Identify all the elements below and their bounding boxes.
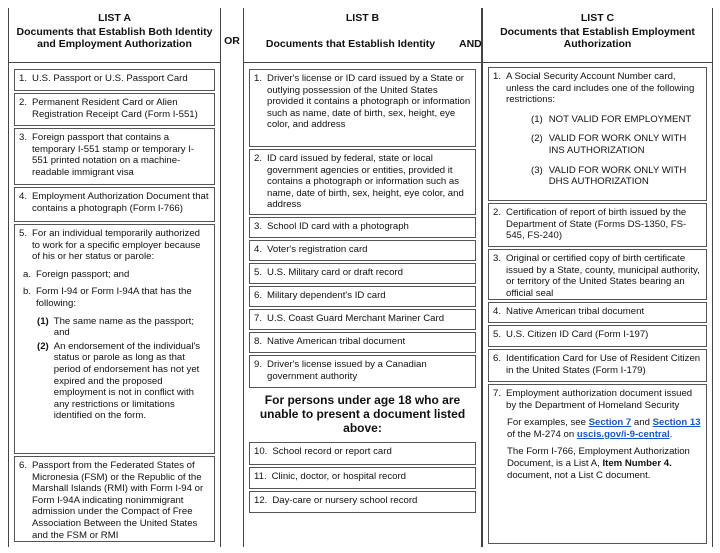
and-label: AND (459, 38, 482, 50)
list-c-item-7 (488, 384, 707, 544)
restriction-number: (1) (531, 113, 543, 125)
item-number: 1. (19, 73, 28, 84)
item-text: Certification of report of birth issued by the Department of State (Forms DS-1350, FS-545, FS-240) (506, 207, 687, 242)
section-13-link[interactable]: Section 13 (652, 417, 701, 429)
list-b-item-7 (249, 309, 476, 330)
item-number: 6. (493, 353, 502, 364)
item-text: Permanent Resident Card or Alien Registration Receipt Card (Form I-551) (32, 97, 198, 120)
list-b-item-9 (249, 355, 476, 388)
item-number: 2. (254, 153, 263, 164)
sub-text: Form I-94 or Form I-94A that has the following: (36, 286, 192, 309)
restriction-number: (3) (531, 164, 543, 176)
item-text: School record or report card (272, 446, 392, 457)
list-a-item-3 (14, 128, 215, 185)
list-b-subtitle: Documents that Establish Identity (265, 38, 436, 50)
item-number: 1. (493, 71, 502, 82)
item-number: 3. (254, 221, 263, 232)
list-a-item-4 (14, 187, 215, 222)
restriction-text: VALID FOR WORK ONLY WITH DHS AUTHORIZATION (548, 164, 687, 188)
item-text: U.S. Passport or U.S. Passport Card (32, 73, 188, 84)
list-b-item-11 (249, 467, 476, 489)
item-text: Native American tribal document (506, 306, 645, 317)
under-18-heading: For persons under age 18 who are unable to present a document listed above: (259, 393, 466, 435)
item-number: 6. (254, 290, 263, 301)
list-b-column (243, 8, 482, 547)
item-text: Employment authorization document issued by the Department of Homeland Security (506, 388, 693, 411)
list-c-subtitle (483, 26, 712, 50)
sub-text: Foreign passport; and (36, 268, 130, 280)
restriction-text: NOT VALID FOR EMPLOYMENT (548, 113, 692, 125)
item-number: 9. (254, 359, 263, 370)
list-b-item-8 (249, 332, 476, 353)
item-number: 5. (19, 228, 28, 239)
or-label: OR (224, 35, 240, 47)
item-number: 8. (254, 336, 263, 347)
item-number: 6. (19, 460, 28, 471)
item-number: 4. (19, 191, 28, 202)
item-text: Driver's license or ID card issued by a State or outlying possession of the United States provided it contains a photograph or information such as name, date of birth, sex, height, eye color, and address (267, 73, 471, 131)
item-text: U.S. Military card or draft record (267, 267, 403, 278)
list-a-item-6 (14, 456, 215, 542)
list-a-subtitle-line1: Documents that Establish Both Identity (16, 26, 213, 38)
note-paragraph (507, 446, 702, 481)
list-c-title: LIST C (580, 12, 615, 24)
item-text: School ID card with a photograph (267, 221, 409, 232)
list-c-item-4 (488, 302, 707, 323)
item-number: 2. (19, 97, 28, 108)
item-number: 4. (254, 244, 263, 255)
list-b-item-3 (249, 217, 476, 238)
section-7-link[interactable]: Section 7 (588, 417, 632, 429)
item-text: Original or certified copy of birth certificate issued by a State, county, municipal authority, or territory of the United States bearing an official seal (506, 253, 700, 299)
restriction-text: VALID FOR WORK ONLY WITH INS AUTHORIZATION (548, 133, 687, 156)
item-text: For an individual temporarily authorized to work for a specific employer because of his or her status or parole: (32, 228, 201, 263)
list-c-item-6 (488, 349, 707, 382)
item-number: 2. (493, 207, 502, 218)
item-number: 11. (254, 471, 267, 482)
item-text: Passport from the Federated States of Micronesia (FSM) or the Republic of the Marshall Islands (RMI) with Form I-94 or Form I-94A indicating nonimmigrant admission under the Compact of Free Association Between the United States and the FSM or RMI (32, 460, 204, 541)
item-text: Native American tribal document (267, 336, 406, 347)
list-c-item-3 (488, 249, 707, 300)
list-a-column (8, 8, 221, 547)
examples-prefix: For examples, see (507, 417, 589, 429)
list-c-column (482, 8, 713, 547)
item-number: 7. (493, 388, 502, 399)
note-suffix: document, not a List C document. (507, 469, 651, 481)
restriction-number: (2) (531, 133, 543, 145)
item-number: 10. (254, 446, 268, 457)
item-number: 1. (254, 73, 263, 84)
sub-sub-label: (1) (37, 315, 49, 327)
sub-sub-text: The same name as the passport; and (53, 315, 194, 339)
item-text: Day-care or nursery school record (272, 495, 418, 506)
item-text: Voter's registration card (267, 244, 368, 255)
item-number: 3. (493, 253, 502, 264)
list-b-item-12 (249, 491, 476, 513)
list-b-item-10 (249, 442, 476, 465)
item-number: 7. (254, 313, 263, 324)
sub-label: a. (23, 268, 32, 280)
item-text: A Social Security Account Number card, unless the card includes one of the following restrictions: (506, 71, 695, 106)
list-b-item-6 (249, 286, 476, 307)
item-text: Identification Card for Use of Resident Citizen in the United States (Form I-179) (506, 353, 701, 376)
examples-mid: of the M-274 on (507, 428, 577, 440)
examples-paragraph (507, 417, 702, 440)
item-text: U.S. Citizen ID Card (Form I-197) (506, 329, 649, 340)
list-b-title: LIST B (345, 12, 380, 24)
list-a-subtitle-line2: and Employment Authorization (37, 38, 192, 50)
item-text: Employment Authorization Document that contains a photograph (Form I-766) (32, 191, 209, 214)
list-b-item-2 (249, 149, 476, 215)
item-number: 4. (493, 306, 502, 317)
item-text: Clinic, doctor, or hospital record (271, 471, 406, 482)
uscis-link[interactable]: uscis.gov/i-9-central (576, 428, 670, 440)
note-prefix: The Form I-766, Employment Authorization Document, is a List A, (507, 446, 690, 469)
item-number: 3. (19, 132, 28, 143)
list-a-subtitle (9, 26, 220, 50)
list-b-item-5 (249, 263, 476, 284)
sub-sub-label: (2) (37, 340, 49, 352)
list-c-subtitle-line1: Documents that Establish Employment (500, 26, 695, 38)
sub-label: b. (23, 286, 32, 298)
item-number: 12. (254, 495, 268, 506)
list-a-item-5 (14, 224, 215, 454)
list-a-item-2 (14, 93, 215, 126)
item-text: Foreign passport that contains a temporary I-551 stamp or temporary I-551 printed notation on a machine-readable immigrant visa (32, 132, 195, 178)
list-a-item-1 (14, 69, 215, 91)
item-number: 5. (493, 329, 502, 340)
examples-end: . (669, 428, 673, 440)
sub-sub-text: An endorsement of the individual's status or parole as long as that period of endorsement has not yet expired and the proposed employment is not in conflict with any restrictions or limitations identified on the form. (53, 340, 201, 422)
item-text: ID card issued by federal, state or local government agencies or entities, provided it contains a photograph or information such as name, date of birth, sex, height, eye color, and address (267, 153, 464, 211)
item-text: Military dependent's ID card (267, 290, 386, 301)
item-text: Driver's license issued by a Canadian government authority (267, 359, 427, 382)
item-number: 5. (254, 267, 263, 278)
list-c-item-5 (488, 325, 707, 347)
under-18-heading-box (249, 390, 476, 441)
list-b-item-4 (249, 240, 476, 261)
list-c-item-2 (488, 203, 707, 247)
list-b-item-1 (249, 69, 476, 147)
examples-and: and (631, 417, 653, 429)
note-bold: Item Number 4. (602, 457, 672, 469)
list-c-item-1 (488, 67, 707, 201)
item-text: U.S. Coast Guard Merchant Mariner Card (267, 313, 445, 324)
list-c-subtitle-line2: Authorization (563, 38, 632, 50)
list-a-title: LIST A (98, 12, 131, 24)
